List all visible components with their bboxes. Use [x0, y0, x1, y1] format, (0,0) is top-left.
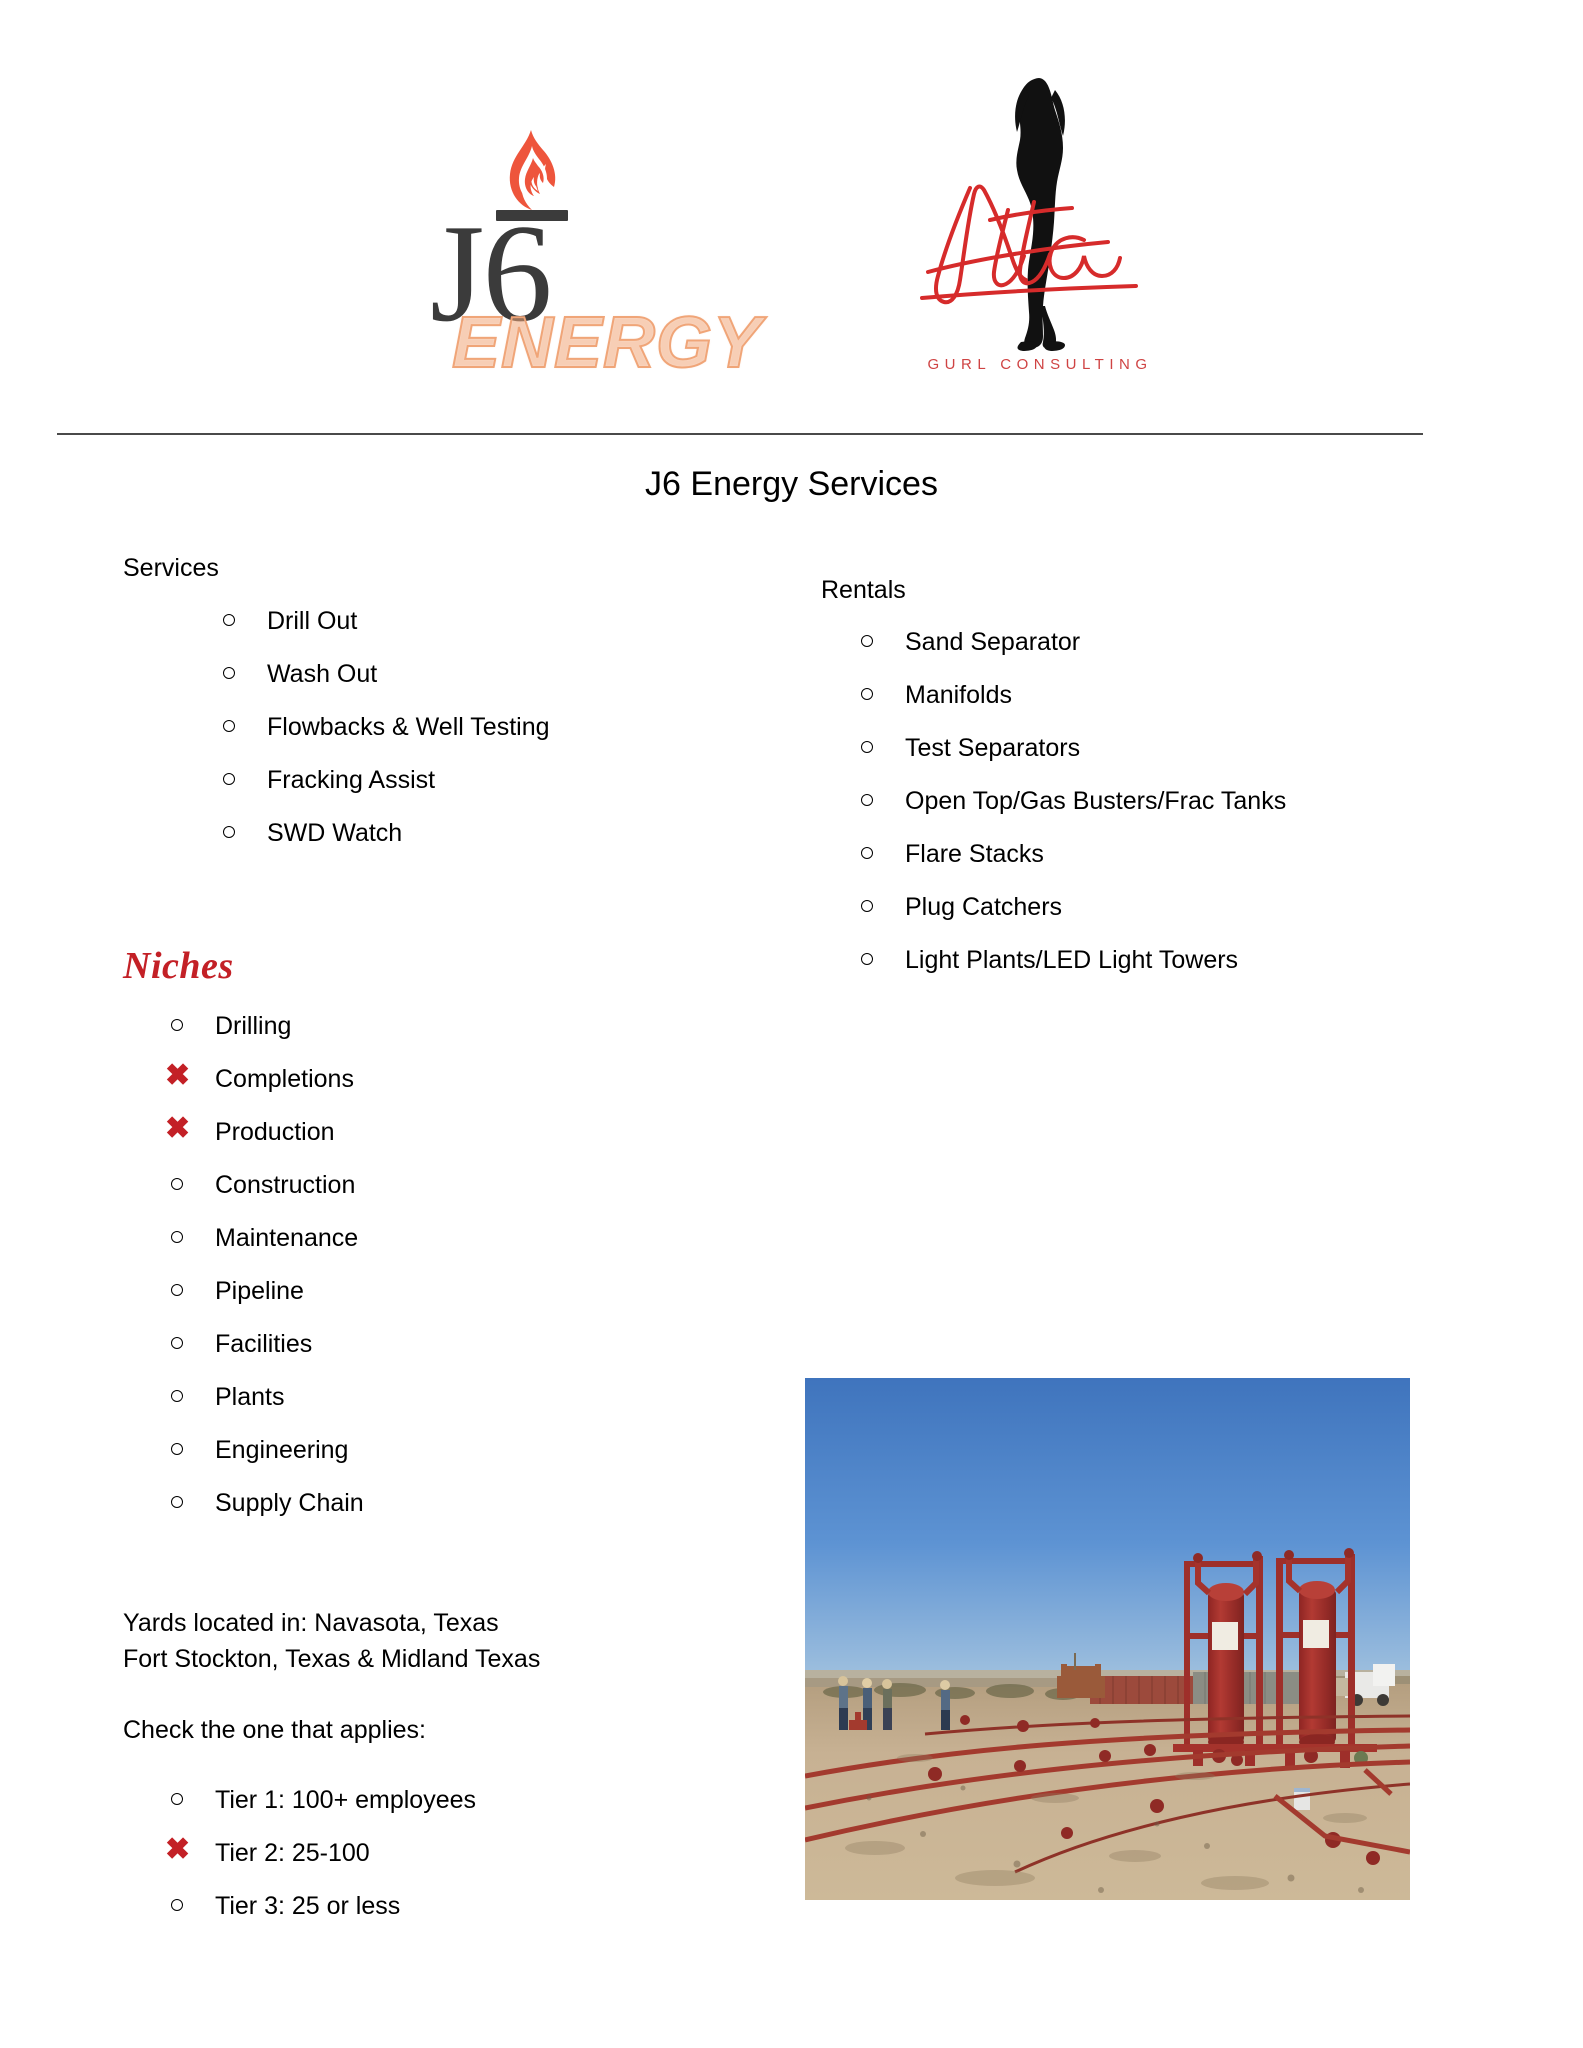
niche-label: Production	[215, 1118, 335, 1146]
rental-item[interactable]	[861, 839, 1521, 869]
oilfield-site-photo	[805, 1378, 1410, 1900]
atla-script-mark	[912, 176, 1162, 316]
unchecked-circle-icon[interactable]	[223, 712, 267, 742]
niches-list	[165, 1011, 763, 1518]
rental-item[interactable]	[861, 786, 1521, 816]
niche-item[interactable]	[171, 1223, 763, 1253]
rentals-list	[861, 627, 1521, 975]
unchecked-circle-icon[interactable]	[861, 627, 905, 657]
rental-item[interactable]	[861, 627, 1521, 657]
unchecked-circle-icon[interactable]	[171, 1011, 215, 1041]
unchecked-circle-icon[interactable]	[861, 945, 905, 975]
service-item[interactable]	[223, 606, 763, 636]
services-list	[223, 606, 763, 848]
service-label: Drill Out	[267, 607, 358, 635]
unchecked-circle-icon[interactable]	[171, 1488, 215, 1518]
rental-label: Open Top/Gas Busters/Frac Tanks	[905, 787, 1287, 815]
check-prompt: Check the one that applies:	[123, 1716, 426, 1744]
rental-label: Light Plants/LED Light Towers	[905, 946, 1239, 974]
unchecked-circle-icon[interactable]	[223, 659, 267, 689]
unchecked-circle-icon[interactable]	[861, 786, 905, 816]
unchecked-circle-icon[interactable]	[861, 680, 905, 710]
unchecked-circle-icon[interactable]	[171, 1382, 215, 1412]
niche-item[interactable]	[171, 1435, 763, 1465]
services-heading: Services	[123, 554, 219, 582]
rentals-heading: Rentals	[821, 576, 906, 604]
niche-item[interactable]	[171, 1329, 763, 1359]
atla-gurl-consulting-logo	[890, 68, 1190, 388]
rental-item[interactable]	[861, 680, 1521, 710]
niche-label: Completions	[215, 1065, 354, 1093]
unchecked-circle-icon[interactable]	[171, 1170, 215, 1200]
checked-x-icon[interactable]: ✖	[165, 1833, 191, 1866]
tier-checklist	[165, 1785, 771, 1944]
rental-label: Manifolds	[905, 681, 1012, 709]
niches-section	[123, 945, 763, 1541]
unchecked-circle-icon[interactable]	[223, 606, 267, 636]
unchecked-circle-icon[interactable]	[223, 818, 267, 848]
niche-label: Construction	[215, 1171, 356, 1199]
niche-label: Facilities	[215, 1330, 313, 1358]
tier-label: Tier 1: 100+ employees	[215, 1786, 477, 1814]
service-item[interactable]	[223, 659, 763, 689]
niche-label: Maintenance	[215, 1224, 359, 1252]
unchecked-circle-icon[interactable]	[861, 892, 905, 922]
niche-label: Engineering	[215, 1436, 349, 1464]
j6-mark-text: J6	[430, 196, 551, 351]
service-label: Fracking Assist	[267, 766, 436, 794]
rental-label: Flare Stacks	[905, 840, 1044, 868]
niche-item[interactable]	[165, 1059, 763, 1094]
niche-item[interactable]	[171, 1170, 763, 1200]
niche-item[interactable]	[165, 1112, 763, 1147]
rental-label: Test Separators	[905, 734, 1081, 762]
j6-energy-wordmark: ENERGY	[452, 303, 763, 383]
unchecked-circle-icon[interactable]	[171, 1329, 215, 1359]
unchecked-circle-icon[interactable]	[171, 1276, 215, 1306]
niche-item[interactable]	[171, 1276, 763, 1306]
tier-label: Tier 2: 25-100	[215, 1839, 370, 1867]
niche-label: Plants	[215, 1383, 285, 1411]
unchecked-circle-icon[interactable]	[861, 733, 905, 763]
niche-label: Drilling	[215, 1012, 292, 1040]
unchecked-circle-icon[interactable]	[171, 1223, 215, 1253]
j6-energy-logo	[400, 130, 763, 383]
unchecked-circle-icon[interactable]	[861, 839, 905, 869]
service-label: Wash Out	[267, 660, 378, 688]
rental-item[interactable]	[861, 945, 1521, 975]
header-divider-rule	[57, 433, 1423, 435]
rental-label: Plug Catchers	[905, 893, 1063, 921]
page-title: J6 Energy Services	[645, 465, 938, 503]
niche-item[interactable]	[171, 1011, 763, 1041]
checked-x-icon[interactable]: ✖	[165, 1112, 191, 1145]
header-logo-band	[0, 0, 1583, 430]
unchecked-circle-icon[interactable]	[171, 1891, 215, 1921]
tier-item[interactable]	[165, 1833, 771, 1868]
niche-item[interactable]	[171, 1382, 763, 1412]
unchecked-circle-icon[interactable]	[223, 765, 267, 795]
service-item[interactable]	[223, 765, 763, 795]
rentals-section	[821, 575, 1521, 998]
niche-label: Pipeline	[215, 1277, 304, 1305]
unchecked-circle-icon[interactable]	[171, 1435, 215, 1465]
niche-label: Supply Chain	[215, 1489, 364, 1517]
gurl-consulting-tagline: GURL CONSULTING	[927, 356, 1153, 373]
niche-item[interactable]	[171, 1488, 763, 1518]
unchecked-circle-icon[interactable]	[171, 1785, 215, 1815]
rental-item[interactable]	[861, 733, 1521, 763]
yards-line-1: Yards located in: Navasota, Texas	[123, 1609, 499, 1637]
tier-item[interactable]	[171, 1785, 771, 1815]
service-label: Flowbacks & Well Testing	[267, 713, 550, 741]
service-label: SWD Watch	[267, 819, 403, 847]
yards-line-2: Fort Stockton, Texas & Midland Texas	[123, 1645, 541, 1673]
service-item[interactable]	[223, 712, 763, 742]
tier-item[interactable]	[171, 1891, 771, 1921]
service-item[interactable]	[223, 818, 763, 848]
checked-x-icon[interactable]: ✖	[165, 1059, 191, 1092]
tier-label: Tier 3: 25 or less	[215, 1892, 401, 1920]
services-section	[123, 553, 763, 871]
rental-item[interactable]	[861, 892, 1521, 922]
rental-label: Sand Separator	[905, 628, 1081, 656]
yards-locations	[123, 1605, 823, 1677]
niches-heading: Niches	[123, 945, 234, 987]
